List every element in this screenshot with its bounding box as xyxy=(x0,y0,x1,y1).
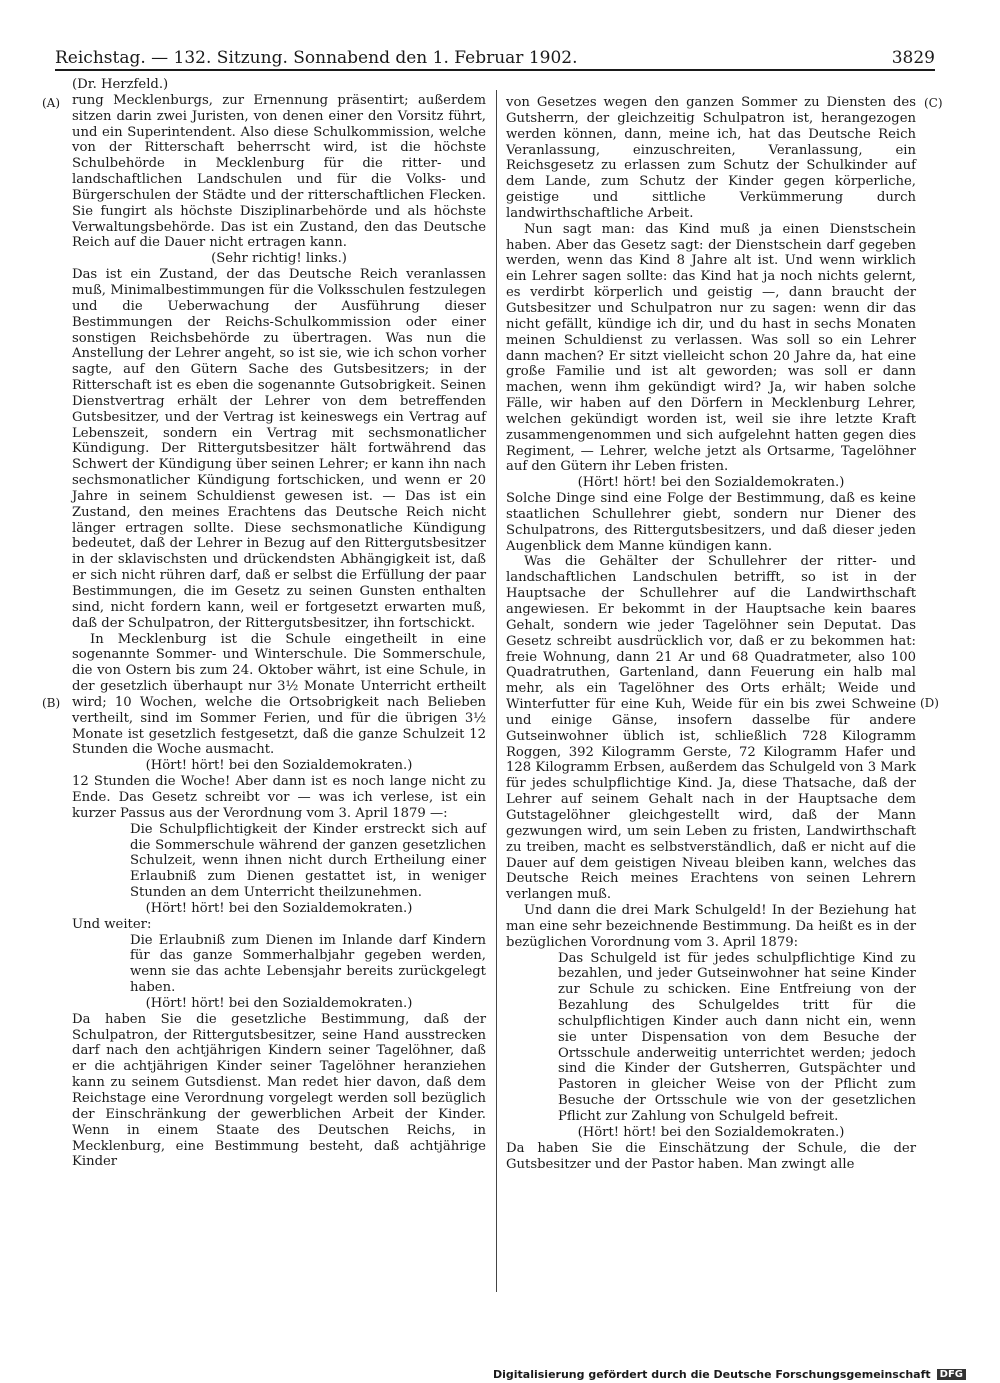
margin-marker-d: (D) xyxy=(920,696,939,710)
quotation: Die Schulpflichtigkeit der Kinder erstreckt sich auf die Sommerschule während der ganzen gesetzlichen Schulzeit, wenn ihnen nicht durch Ertheilung einer Erlaubniß zum Dienen gestattet ist, in weniger Stunden an dem Unterricht theilzunehmen. xyxy=(130,821,486,901)
quotation: Das Schulgeld ist für jedes schulpflichtige Kind zu bezahlen, und jeder Gutseinwohner hat seine Kinder zur Schule zu schicken. Eine Entfreiung von der Bezahlung des Schulgeldes tritt für die schulpflichtigen Kinder auch dann nicht ein, wenn sie unter Dispensation von dem Besuche der Ortsschule anderweitig unterrichtet werden; jedoch sind die Kinder der Gutsherren, Gutspächter und Pastoren in gleicher Weise von der Pflicht zum Besuche der Ortsschule wie von der gesetzlichen Pflicht zur Zahlung von Schulgeld befreit. xyxy=(558,950,916,1124)
dfg-logo: DFG xyxy=(937,1369,966,1380)
paragraph: Was die Gehälter der Schullehrer der ritter- und landschaftlichen Landschulen betrifft, so ist in der Hauptsache der Schullehrer auf die Landwirthschaft angewiesen. Er bekommt in der Hauptsache kein baares Gehalt, sondern wie jeder Tagelöhner sein Deputat. Das Gesetz schreibt ausdrücklich vor, daß er zu bekommen hat: freie Wohnung, dann 21 Ar und 68 Quadratmeter, also 100 Quadratruthen, Gartenland, dann Feuerung ein halb mal mehr, als ein Tagelöhner des Orts erhält; Weide und Winterfutter für eine Kuh, Weide für ein bis zwei Schweine und einige Gänse, insofern dasselbe für andere Gutseinwohner üblich ist, schließlich 728 Kilogramm Roggen, 392 Kilogramm Gerste, 72 Kilogramm Hafer und 128 Kilogramm Erbsen, außerdem das Schulgeld von 3 Mark für jedes schulpflichtige Kind. Ja, diese Thatsache, daß der Lehrer auf seinem Gehalt nach in der Hauptsache dem Gutstagelöhner gleichgestellt wird, daß der Mann gezwungen wird, um sein Leben zu fristen, Landwirthschaft zu treiben, macht es selbstverständlich, daß er nicht auf die Dauer auf dem geistigen Niveau bleiben kann, welches das Deutsche Reich meines Erachtens von seinen Lehrern verlangen muß. xyxy=(506,554,916,903)
paragraph: Das ist ein Zustand, der das Deutsche Reich veranlassen muß, Minimalbestimmungen für die Volksschulen festzulegen und die Ueberwachung der Ausführung dieser Bestimmungen der Reichs-Schulkommission oder einer sonstigen Reichsbehörde zu übertragen. Was nun die Anstellung der Lehrer angeht, so ist sie, wie ich schon vorher sagte, auf den Gütern Sache des Gutsbesitzers; in der Ritterschaft ist es eben die sogenannte Gutsobrigkeit. Seinen Dienstvertrag erhält der Lehrer von dem betreffenden Gutsbesitzer, und der Vertrag ist keineswegs ein Vertrag auf Lebenszeit, sondern ein Vertrag mit sechsmonatlicher Kündigung. Der Rittergutsbesitzer hält fortwährend das Schwert der Kündigung über seinen Lehrer; er kann ihn nach sechsmonatlicher Kündigung fortschicken, und wenn er 20 Jahre in seinem Schuldienst gewesen ist. — Das ist ein Zustand, den meines Erachtens das Deutsche Reich nicht länger ertragen sollte. Diese sechsmonatliche Kündigung bedeutet, daß der Lehrer in Bezug auf den Rittergutsbesitzer in der sklavischsten und drückendsten Abhängigkeit ist, daß er sich nicht rühren darf, daß er selbst die Erfüllung der paar Bestimmungen, die im Gesetz zu seinen Gunsten enthalten sind, nicht fordern kann, weil er fortgesetzt erwarten muß, daß der Schulpatron, der Rittergutsbesitzer, ihn fortschickt. xyxy=(72,267,486,631)
paragraph: Und weiter: xyxy=(72,916,152,932)
paragraph: Da haben Sie die gesetzliche Bestimmung, daß der Schulpatron, der Rittergutsbesitzer, seine Hand ausstrecken darf nach den achtjährigen Kindern seiner Tagelöhner, daß er die achtjährigen Kinder seiner Tagelöhner heranziehen kann zu seinem Gutsdienst. Man redet hier davon, daß dem Reichstage eine Verordnung vorgelegt werden soll bezüglich der Einschränkung der gewerblichen Arbeit der Kinder. Wenn in einem Staate des Deutschen Reichs, in Mecklenburg, eine Bestimmung besteht, daß achtjährige Kinder xyxy=(72,1011,486,1170)
paragraph: In Mecklenburg ist die Schule eingetheilt in eine sogenannte Sommer- und Winterschule. Die Sommerschule, die von Ostern bis zum 24. Oktober währt, ist eine Schule, in der gesetzlich überhaupt nur 3½ Monate Unterricht ertheilt wird; 10 Wochen, welche die Ortsobrigkeit nach Belieben vertheilt, sind im Sommer Ferien, und für die übrigen 3½ Monate ist gesetzlich festgesetzt, daß die ganze Schulzeit 12 Stunden die Woche ausmacht. xyxy=(72,631,486,758)
margin-marker-a: (A) xyxy=(42,96,61,110)
right-paragraphs xyxy=(506,95,916,1172)
footer-credit: Digitalisierung gefördert durch die Deutsche Forschungsgemeinschaft xyxy=(492,1368,931,1381)
paragraph: Und dann die drei Mark Schulgeld! In der Beziehung hat man eine sehr bezeichnende Bestimmung. Da heißt es in der bezüglichen Vorordnung vom 3. April 1879: xyxy=(506,903,916,950)
paragraph: Nun sagt man: das Kind muß ja einen Dienstschein haben. Aber das Gesetz sagt: der Dienstschein darf gegeben werden, wenn das Kind 8 Jahre alt ist. Und wenn wirklich ein Lehrer sagen sollte: das Kind hat ja noch nichts gelernt, es verdirbt körperlich und geistig —, dann braucht der Gutsbesitzer und Schulpatron nur zu sagen: wenn dir das nicht gefällt, kündige ich dir, und du hast in sechs Monaten meinen Schuldienst zu verlassen. Was soll so ein Lehrer dann machen? Er sitzt vielleicht schon 20 Jahre da, hat eine große Familie und ist alt geworden; was soll er dann machen, wenn ihm gekündigt wird? Ja, wir haben solche Fälle, wir haben auf den Dörfern in Mecklenburg Lehrer, welchen gekündigt worden ist, weil sie ihre letzte Kraft zusammengenommen und sich aufgelehnt hatten gegen dies Regiment, — Lehrer, welche jetzt als Ortsarme, Tagelöhner auf den Gütern ihr Leben fristen. xyxy=(506,221,916,475)
footer xyxy=(493,1368,966,1381)
left-paragraphs xyxy=(72,93,486,1170)
page-header xyxy=(55,40,935,68)
running-title: Reichstag. — 132. Sitzung. Sonnabend den 1. Februar 1902. xyxy=(55,48,578,68)
header-rule xyxy=(55,69,935,71)
interjection: (Hört! hört! bei den Sozialdemokraten.) xyxy=(145,995,413,1011)
margin-marker-c: (C) xyxy=(924,96,943,110)
right-column xyxy=(506,95,916,1172)
column-divider xyxy=(496,90,497,1292)
margin-marker-b: (B) xyxy=(42,696,61,710)
interjection: (Hört! hört! bei den Sozialdemokraten.) xyxy=(145,900,413,916)
interjection: (Hört! hört! bei den Sozialdemokraten.) xyxy=(145,758,413,774)
left-column xyxy=(72,77,486,1170)
speaker-name: (Dr. Herzfeld.) xyxy=(72,77,169,92)
paragraph: Da haben Sie die Einschätzung der Schule, die der Gutsbesitzer und der Pastor haben. Man zwingt alle xyxy=(506,1140,916,1172)
paragraph: Solche Dinge sind eine Folge der Bestimmung, daß es keine staatlichen Schullehrer giebt, sondern nur Diener des Schulpatrons, des Rittergutsbesitzers, und daß dieser jeden Augenblick dem Manne kündigen kann. xyxy=(506,491,916,554)
interjection: (Sehr richtig! links.) xyxy=(211,251,347,267)
paragraph: 12 Stunden die Woche! Aber dann ist es noch lange nicht zu Ende. Das Gesetz schreibt vor — was ich verlese, ist ein kurzer Passus aus der Verordnung vom 3. April 1879 —: xyxy=(72,774,486,821)
paragraph: rung Mecklenburgs, zur Ernennung präsentirt; außerdem sitzen darin zwei Juristen, von denen einer den Vorsitz führt, und ein Superintendent. Also diese Schulkommission, welche von der Ritterschaft beherrscht wird, ist die höchste Schulbehörde in Mecklenburg für die ritter- und landschaftlichen Landschulen und für die Volks- und Bürgerschulen der Städte und der ritterschaftlichen Flecken. Sie fungirt als höchste Disziplinarbehörde und als höchste Verwaltungsbehörde. Das ist ein Zustand, den das Deutsche Reich auf die Dauer nicht ertragen kann. xyxy=(72,92,486,251)
interjection: (Hört! hört! bei den Sozialdemokraten.) xyxy=(577,475,845,491)
quotation: Die Erlaubniß zum Dienen im Inlande darf Kindern für das ganze Sommerhalbjahr gegeben werden, wenn sie das achte Lebensjahr bereits zurückgelegt haben. xyxy=(130,932,486,996)
paragraph: von Gesetzes wegen den ganzen Sommer zu Diensten des Gutsherrn, der gleichzeitig Schulpatron ist, herangezogen werden können, dann, meine ich, hat das Deutsche Reich Veranlassung, einzuschreiten, Veranlassung, ein Reichsgesetz zu erlassen zum Schutz der Schulkinder auf dem Lande, zum Schutz der Kinder gegen körperliche, geistige und sittliche Verkümmerung durch landwirthschaftliche Arbeit. xyxy=(506,95,916,221)
interjection: (Hört! hört! bei den Sozialdemokraten.) xyxy=(577,1124,845,1140)
page-number: 3829 xyxy=(891,48,935,68)
